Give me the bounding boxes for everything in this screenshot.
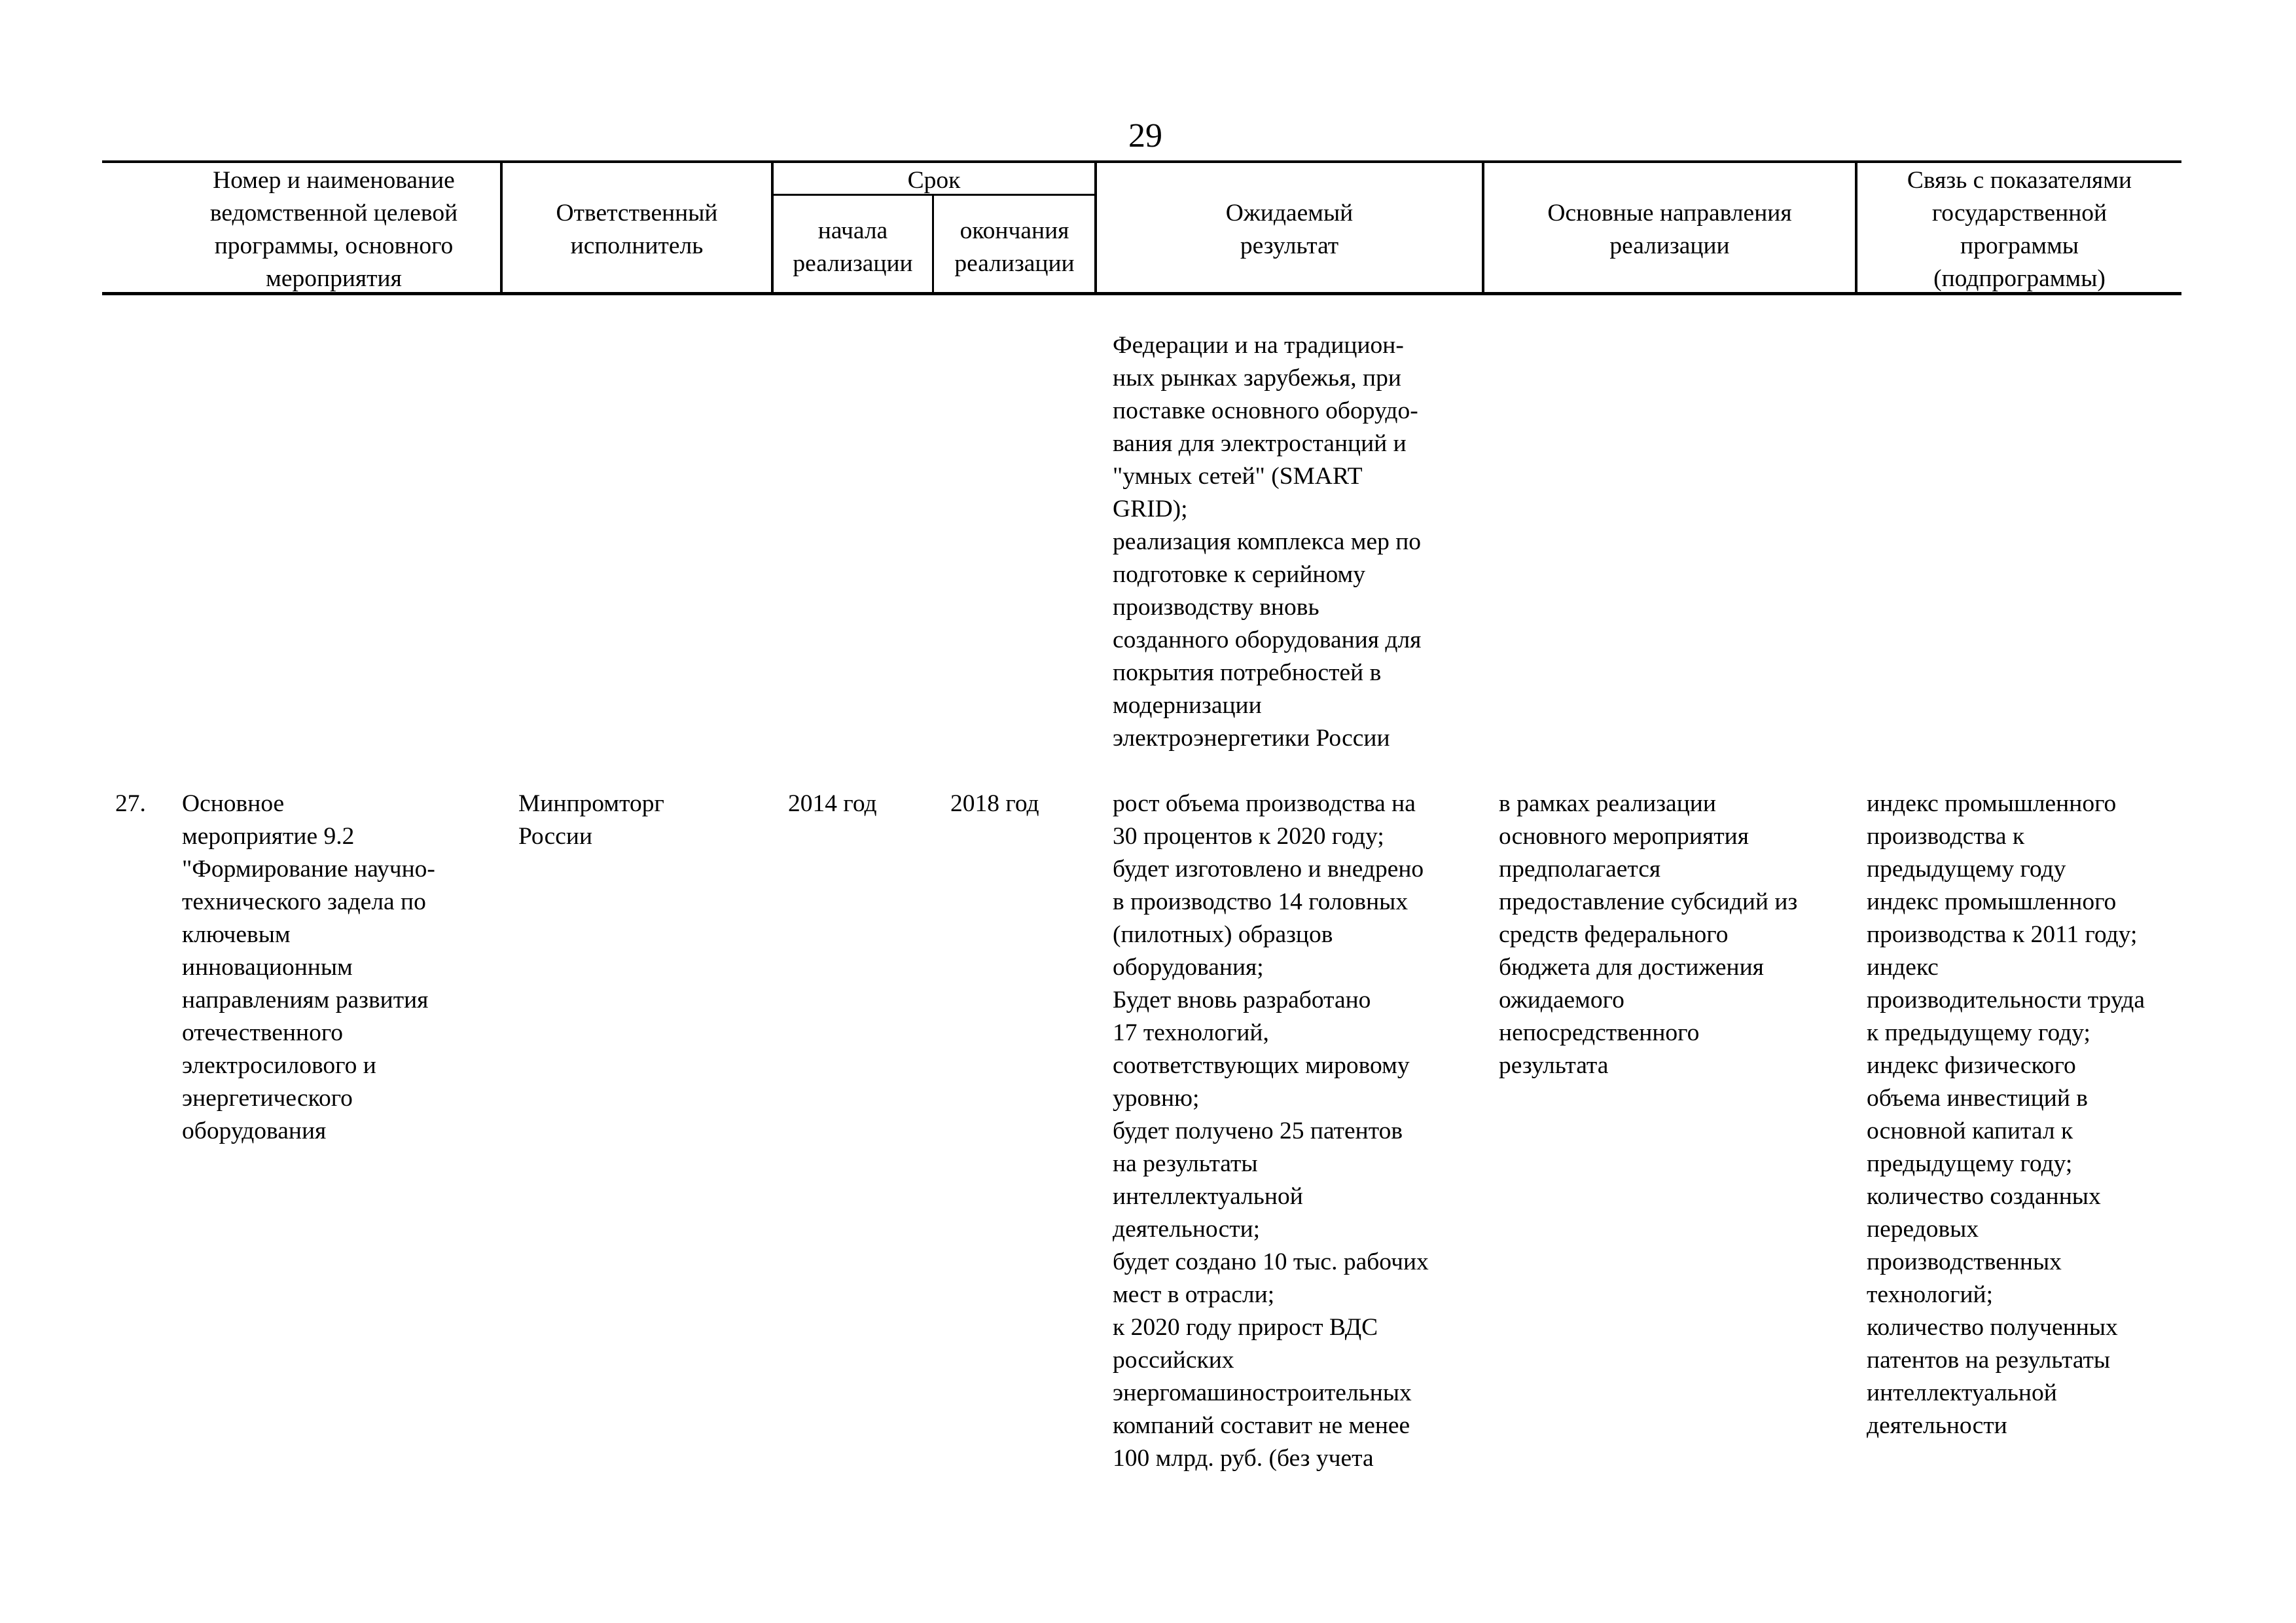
continuation-result: Федерации и на традицион- ных рынках зарубежья, при поставке основного оборудо- вания для электростанций и "умных сетей" (SMART GRID); реализация комплекса мер по подготовке к серийному производству вновь созданного оборудования для покрытия потребностей в модернизации электроэнергетики России [1113, 332, 1422, 752]
row-27-end: 2018 год [950, 790, 1039, 817]
header-executor: Ответственный исполнитель [556, 200, 718, 259]
header-term: Срок [907, 167, 961, 194]
header-directions: Основные направления реализации [1547, 200, 1792, 259]
header-end: окончания реализации [954, 217, 1075, 277]
header-start: начала реализации [793, 217, 913, 277]
row-27-name: Основное мероприятие 9.2 "Формирование научно- технического задела по ключевым инновационным направлениям развития отечественного электросилового и энергетического оборудования [182, 790, 435, 1144]
header-result: Ожидаемый результат [1225, 200, 1354, 259]
table-top-border [102, 160, 2181, 163]
page-number: 29 [1128, 117, 1162, 155]
row-27-indicators: индекс промышленного производства к предыдущему году индекс промышленного производства к 2011 году; индекс производительности труда к предыдущему году; индекс физического объема инвестиций в основной капитал к предыдущему году; количество созданных передовых производственных технологий; количество полученных патентов на результаты интеллектуальной деятельности [1867, 790, 2145, 1439]
row-27-directions: в рамках реализации основного мероприятия предполагается предоставление субсидий из средств федерального бюджета для достижения ожидаемого непосредственного результата [1499, 790, 1798, 1079]
row-27-result: рост объема производства на 30 процентов к 2020 году; будет изготовлено и внедрено в производство 14 головных (пилотных) образцов оборудования; Будет вновь разработано 17 технологий, соответствующих мировому уровню; будет получено 25 патентов на результаты интеллектуальной деятельности; будет создано 10 тыс. рабочих мест в отрасли; к 2020 году прирост ВДС российских энергомашиностроительных компаний составит не менее 100 млрд. руб. (без учета [1113, 790, 1429, 1472]
header-program: Номер и наименование ведомственной целевой программы, основного мероприятия [209, 167, 458, 292]
row-27-executor: Минпромторг России [518, 790, 664, 850]
row-27-number: 27. [115, 790, 146, 817]
column-divider [932, 194, 934, 293]
header-indicators: Связь с показателями государственной программы (подпрограммы) [1907, 167, 2132, 292]
row-27-start: 2014 год [788, 790, 877, 817]
